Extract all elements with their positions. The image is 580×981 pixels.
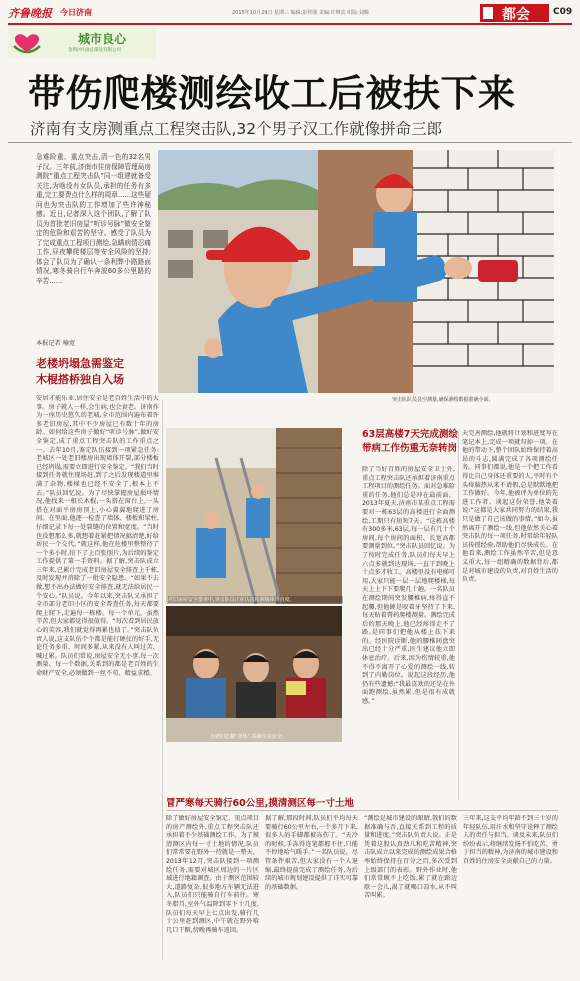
page-number: C09: [553, 7, 573, 17]
sub-headline: 济南有支房测重点工程突击队,32个男子汉工作就像拼命三郎: [30, 120, 443, 138]
subhead-1-line1: 老楼坍塌急需鉴定: [36, 357, 124, 370]
main-photo-caption: 突击队队员县空测量,确保测绘数据准确全面。: [392, 397, 494, 403]
byline: 本报记者 喻宽: [36, 340, 76, 347]
paper-logo: 齐鲁晚报: [8, 7, 52, 20]
bottom-column-4: 三年来,这支平均年龄不到三十岁的年轻队伍,用汗水和坚守诠释了测绘人的责任与担当。谈及未来,队员们纷纷表示,将继续发扬不怕吃苦、勇于担当的精神,为济南的城市建设和百姓的住房安全贡献自己的力量。: [463, 815, 558, 865]
subhead-1: [36, 356, 161, 388]
middle-column-text: 除了当好百姓的房屋安全卫士外,重点工程突击队还承担着济南重点工程项目的测绘任务。面对急难险重的任务,他们总是冲在最前面。2013年夏天,济南市某重点工程需要对一栋63层的高楼进行全面测绘,工期只有短短7天。“这栋高楼有300多米,63层,每一层有几十个房间,每个房间的面积、长宽高都要测量到位。”突击队员回忆说。为了按时完成任务,队员们每天早上六点多就到达现场,一直干到晚上十点多才收工。高楼里没有电梯可用,大家只能一层一层地爬楼梯,每天上上下下要爬几十趟。一名队员在测绘期间突发腰椎病,疼得直不起腰,但他硬是咬着牙坚持了下来,每天贴着膏药爬楼测量。测绘完成后的那天晚上,他已经疼得走不了路,是同事们把他从楼上扶下来的。经医院诊断,他的腰椎间盘突出已经十分严重,医生建议他立即休息治疗。后来,因为伤情较重,他不得不离开了心爱的测绘一线,转到了内勤岗位。说起这段经历,他仍有些遗憾:“我最喜欢的还是在外面跑测绘,虽然累,但是很有成就感。”: [362, 466, 455, 706]
subhead-2-line2: 带病工作伤重无奈转岗: [362, 443, 458, 454]
bottom-column-3: “测绘是城市建设的眼睛,我们的数据准确与否,直接关系到工程的质量和进度。”突击队负责人说。正是凭着这股认真劲儿和吃苦精神,突击队成立以来完成的测绘成果合格率始终保持在百分之百,多次受到上级部门的表彰。野外作业时,他们常常顾不上吃饭,累了就在路边歇一会儿,渴了就喝口凉水,从不叫苦叫累。: [364, 815, 457, 900]
date-line: 2015年10月29日 星期三 编辑:彭传刚 美编:许继宾 组版:刘腾: [232, 10, 369, 16]
lead-paragraph: 急难险重、重点突击,清一色的32名男子汉。三年前,济南市住房保障管理局房测院“重点工程突击队”同一组建就备受关注,为啥没有女队员,承担的任务有多重,完工要费点什么样的周章……这些疑问也为突击队的工作增加了些许神秘感。近日,记者深入这个团队,了解了队员为首批老旧房屋“听诊号脉”做安全鉴定的危险和艰苦的坚守。感受了队员为了完成重点工程项目测绘,急瞒病情忍痛工作,昼夜攀爬楼层等安全风险的坚持;体会了队员为了确认一条利弊小路路面情况,寒冬骑自行车奔波60多公里路的辛苦……: [36, 153, 151, 285]
photo-three: [166, 606, 342, 742]
heart-hands-icon: [12, 32, 42, 54]
left-column-text: 安居才能乐业,居住安全是老百姓生活中的大事。房子就人一样,会生病,也会衰老。济南作为一座历史悠久的老城,全市范围内遍布着许多老旧房屋,其中不少房屋已有数十年的房龄。如何给这些房子做好“听诊号脉”,做好安全鉴定,成了重点工程突击队的工作重点之一。去年10月,鉴定队伍接到一项紧急任务:老城区一处老旧楼房出现墙体开裂,部分楼板已经坍塌,需要立即进行安全鉴定。“我们当时接到任务就往现场赶,到了之后发现楼道里堆满了杂物,楼梯也已经不安全了,根本上不去。”队员回忆说。为了尽快掌握房屋损坏情况,他找来一根长木棍,一头搭在窗台上,一头搭在对面平房房顶上,小心翼翼地爬进了房间。在里面,他逐一检查了墙体、楼板和梁柱,仔细记录下每一处裂缝的位置和宽度。“当时也没想那么多,就想着赶紧把情况搞清楚,好给居民一个交代。”就这样,他在危楼里整整待了一个多小时,拍下了上百张照片,为后续的鉴定工作提供了第一手资料。据了解,突击队成立三年来,已累计完成老旧房屋安全排查上千栋,及时发现并消除了一批安全隐患。“如果不去做,想不出办法做好安全排查,就无法给居民一个安心。”队员说。今年以来,突击队又承担了全市部分老旧小区的安全普查任务,每天都要爬上爬下,走遍每一栋楼、每一个单元。虽然辛苦,但大家都觉得很值得。“每次看到居民放心的笑容,我们就觉得再累也值了。”突击队负责人说,这支队伍个个都是能打硬仗的好手,无论任务多重、时间多紧,从来没有人叫过苦、喊过累。队员们常说,房屋安全无小事,每一次测量、每一个数据,关系到的都是老百姓的生命财产安全,必须做到一丝不苟、精益求精。: [36, 395, 159, 677]
banner-title: 城市良心: [78, 32, 127, 46]
main-headline: 带伤爬楼测绘收工后被扶下来: [28, 72, 516, 115]
photo-three-caption: 为老旧危楼“查体”,保障住房安全。: [210, 734, 287, 740]
photo-two: [166, 428, 342, 604]
banner-sub: 金利(中国)总部及有限公司: [68, 48, 122, 53]
masthead-rule: [8, 23, 572, 25]
section-name: 都会: [502, 7, 530, 23]
subhead-3-rule: [166, 810, 558, 811]
column-divider: [162, 400, 163, 960]
subhead-1-line2: 木棍搭桥独自入场: [36, 373, 124, 386]
right-column-text: 天完善测绘,他就将计划和进度写在笔记本上,完成一项就勾掉一项。在他的带动下,整个团队始终保持着高昂的斗志,圆满完成了各项测绘任务。同事们都说,他是一个把工作看得比自己身体还重要的人,平时有个头疼脑热从来不请假,总是默默地把工作做好。今年,他被评为单位的先进工作者。谈起这份荣誉,他笑着说:“这都是大家共同努力的结果,我只是做了自己该做的事情。”如今,虽然离开了测绘一线,但他依然关心着突击队的每一项任务,时常给年轻队员传授经验,帮助他们尽快成长。在他看来,测绘工作虽然辛苦,但是意义重大,每一组精确的数据背后,都是对城市建设的负责,对百姓生活的负责。: [462, 430, 558, 584]
masthead: [0, 0, 580, 22]
subhead-2-line1: 63层高楼7天完成测绘: [362, 429, 458, 440]
city-conscience-banner: [8, 28, 156, 58]
column-divider: [458, 430, 459, 800]
headline-rule: [8, 142, 572, 143]
section-tag: 今日济南: [60, 8, 92, 17]
bottom-column-2: 据了解,那段时间,队员们平均每天要骑行60公里左右,一个多月下来,很多人的手脚都被冻伤了。“天冷的时候,手冻得连笔都握不住,只能不停地哈气暖手。”一名队员说。尽管条件艰苦,但大家没有一个人退缩,最终提前完成了测绘任务,为后续的城市规划建设提供了详实可靠的基础数据。: [265, 815, 358, 891]
section-box: [480, 4, 549, 22]
photo-two-caption: 老旧房屋安全排查中,突击队员正在认真检测墙体垂直度。: [168, 596, 343, 603]
main-photo: [158, 150, 554, 393]
subhead-3: 冒严寒每天骑行60公里,摸清测区每一寸土地: [166, 798, 354, 809]
bottom-column-1: 除了做好房屋安全鉴定、重点项目的房产测绘外,重点工程突击队还承担着不少基础测绘工作。为了摸清测区内每一寸土地的情况,队员们常常要在野外一待就是一整天。2013年12月,突击队接到一项测绘任务,需要对城区周边的一片区域进行地籍调查。由于测区范围较大,道路复杂,很多地方车辆无法进入,队员们只能骑自行车前往。寒冬腊月,室外气温降到零下十几度,队员们每天早上七点出发,骑行几十公里赶到测区,中午就在野外啃几口干粮,傍晚再骑车返回。: [166, 815, 259, 934]
bookmark-icon: [483, 7, 493, 19]
